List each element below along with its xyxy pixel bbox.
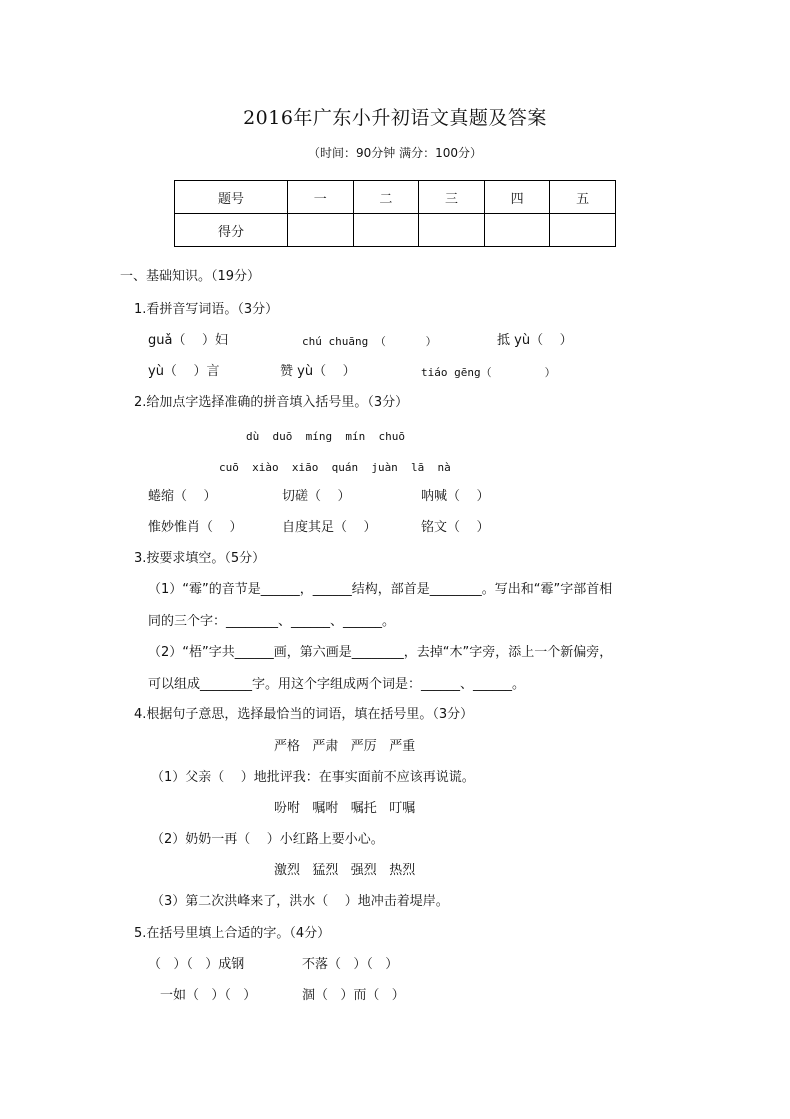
question-4-title: 4.根据句子意思，选择最恰当的词语，填在括号里。（3分） <box>134 707 474 722</box>
score-column-header: 四 <box>484 181 550 214</box>
score-cell <box>353 214 419 247</box>
q5-idiom: （ ）（ ）成钢 <box>148 957 245 972</box>
q2-item: 呐喊（ ） <box>421 489 490 504</box>
q3-line: 同的三个字：________、______、______。 <box>148 614 396 629</box>
word-options: 严格 严肃 严厉 严重 <box>274 739 416 754</box>
score-cell <box>550 214 616 247</box>
score-table-header-row <box>175 181 616 214</box>
question-3-title: 3.按要求填空。（5分） <box>134 551 266 566</box>
q2-item: 惟妙惟肖（ ） <box>148 520 243 535</box>
q1-item: 赞 yù（ ） <box>280 364 356 379</box>
page-title: 2016年广东小升初语文真题及答案 <box>243 107 547 129</box>
score-table <box>174 180 616 247</box>
section-heading: 一、基础知识。（19分） <box>120 269 261 284</box>
score-row-label: 得分 <box>175 214 288 247</box>
q5-idiom: 不落（ ）（ ） <box>302 957 399 972</box>
score-cell <box>484 214 550 247</box>
score-cell <box>288 214 354 247</box>
q2-item: 切磋（ ） <box>282 489 351 504</box>
q1-item: yù（ ）言 <box>148 364 220 379</box>
q1-item: guǎ（ ）妇 <box>148 333 228 348</box>
question-2-title: 2.给加点字选择准确的拼音填入括号里。（3分） <box>134 395 409 410</box>
q1-item: tiáo gēng（ ） <box>421 366 556 379</box>
q4-sentence: （1）父亲（ ）地批评我：在事实面前不应该再说谎。 <box>151 770 475 785</box>
score-column-header: 二 <box>353 181 419 214</box>
q4-sentence: （3）第二次洪峰来了，洪水（ ）地冲击着堤岸。 <box>151 894 449 909</box>
word-options: 吩咐 嘱咐 嘱托 叮嘱 <box>274 801 416 816</box>
question-5-title: 5.在括号里填上合适的字。（4分） <box>134 926 331 941</box>
q1-item: 抵 yù（ ） <box>497 333 573 348</box>
q5-idiom: 涸（ ）而（ ） <box>302 988 405 1003</box>
q4-sentence: （2）奶奶一再（ ）小红路上要小心。 <box>151 832 384 847</box>
score-column-header: 一 <box>288 181 354 214</box>
q2-item: 蜷缩（ ） <box>148 489 217 504</box>
q5-idiom: 一如（ ）（ ） <box>160 988 257 1003</box>
score-column-header: 三 <box>419 181 485 214</box>
question-number-label: 题号 <box>175 181 288 214</box>
pinyin-options: cuō xiào xiāo quán juàn lā nà <box>219 461 451 474</box>
q3-line: （1）“霉”的音节是______，______结构，部首是________。写出和“霉”字部首相 <box>148 582 613 597</box>
q2-item: 铭文（ ） <box>421 520 490 535</box>
q1-item: chú chuāng （ ） <box>302 335 437 348</box>
q3-line: 可以组成________字。用这个字组成两个词是：______、______。 <box>148 677 526 692</box>
exam-info: （时间：90分钟 满分：100分） <box>308 146 482 160</box>
score-table-score-row <box>175 214 616 247</box>
score-column-header: 五 <box>550 181 616 214</box>
q2-item: 自度其足（ ） <box>282 520 377 535</box>
question-1-title: 1.看拼音写词语。（3分） <box>134 302 279 317</box>
word-options: 激烈 猛烈 强烈 热烈 <box>274 863 416 878</box>
score-cell <box>419 214 485 247</box>
pinyin-options: dù duō míng mín chuō <box>246 430 405 443</box>
q3-line: （2）“梧”字共______画，第六画是________，去掉“木”字旁，添上一个新偏旁， <box>148 645 613 660</box>
